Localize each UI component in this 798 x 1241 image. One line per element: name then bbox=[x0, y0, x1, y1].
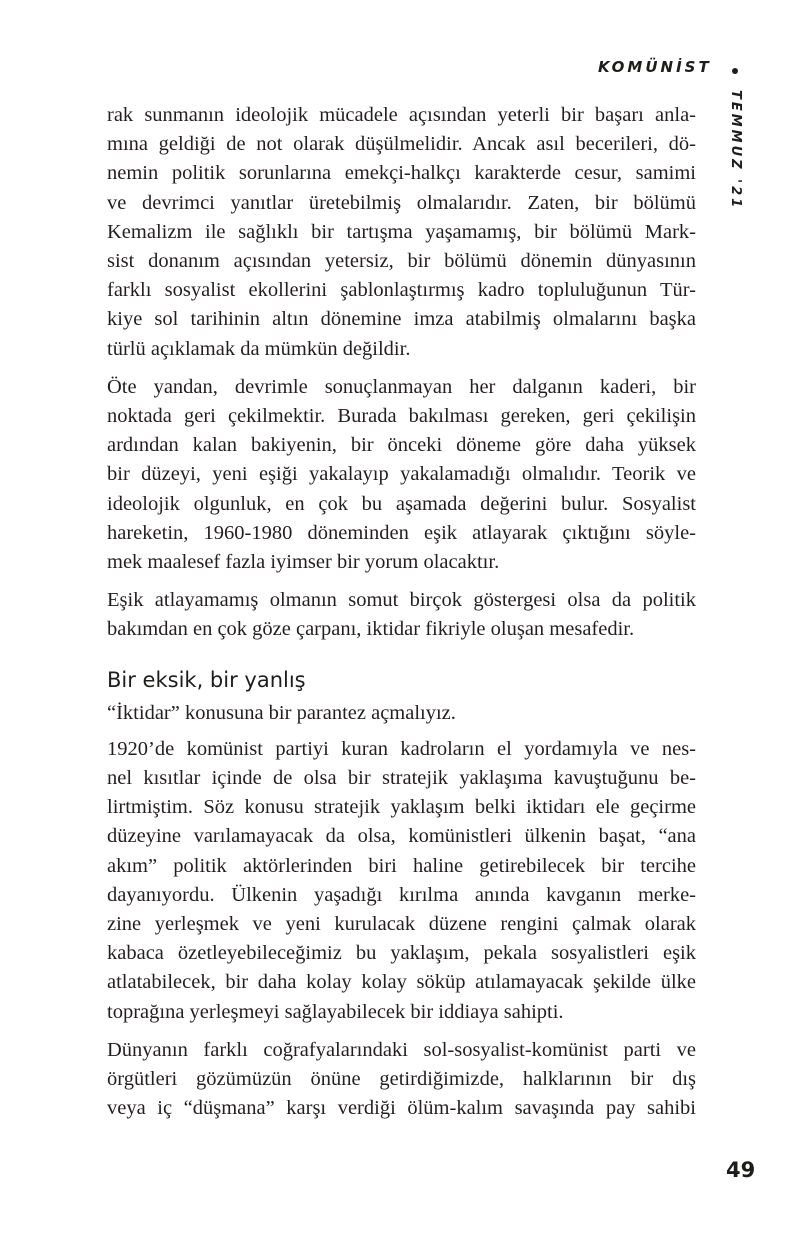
text-line: ardından kalan bakiyenin, bir önceki döneme göre daha yüksek bbox=[107, 434, 696, 457]
paragraph-2 bbox=[107, 373, 696, 577]
text-line: akım” politik aktörlerinden biri haline getirebilecek bir tercihe bbox=[107, 854, 696, 877]
text-line: örgütleri gözümüzün önüne getirdiğimizde, halklarının bir dış bbox=[107, 1068, 696, 1091]
text-line: sist donanım açısından yetersiz, bir bölümü dönemin dünyasının bbox=[107, 250, 696, 273]
text-line: nemin politik sorunlarına emekçi-halkçı karakterde cesur, samimi bbox=[107, 162, 696, 185]
section-paragraph-1 bbox=[107, 699, 696, 728]
text-line: atlatabilecek, bir daha kolay kolay söküp atılamayacak şekilde ülke bbox=[107, 971, 696, 994]
text-line: türlü açıklamak da mümkün değildir. bbox=[107, 337, 411, 360]
paragraph-1 bbox=[107, 101, 696, 364]
text-line: ideolojik olgunluk, en çok bu aşamada değerini bulur. Sosyalist bbox=[107, 492, 696, 515]
text-line: dayanıyordu. Ülkenin yaşadığı kırılma anında kavganın merke- bbox=[107, 883, 696, 906]
paragraph-3 bbox=[107, 586, 696, 644]
text-line: ve devrimci yanıtlar üretebilmiş olmalarıdır. Zaten, bir bölümü bbox=[107, 191, 696, 214]
side-date-label: TEMMUZ '21 bbox=[728, 90, 743, 211]
text-line: toprağına yerleşmeyi sağlayabilecek bir iddiaya sahipti. bbox=[107, 1000, 564, 1023]
text-line: rak sunmanın ideolojik mücadele açısından yeterli bir başarı anla- bbox=[107, 104, 696, 126]
page-body bbox=[107, 101, 696, 1133]
text-line: bir düzeyi, yeni eşiği yakalayıp yakalamadığı olmalıdır. Teorik ve bbox=[107, 463, 696, 486]
section-paragraph-2 bbox=[107, 735, 696, 1027]
text-line: kabaca özetleyebileceğimiz bu yaklaşım, pekala sosyalistleri eşik bbox=[107, 942, 696, 965]
text-line: bakımdan en çok göze çarpanı, iktidar fikriyle oluşan mesafedir. bbox=[107, 618, 635, 641]
text-line: kiye sol tarihinin altın dönemine imza atabilmiş olmalarını başka bbox=[107, 308, 696, 331]
text-line: 1920’de komünist partiyi kuran kadroların el yordamıyla ve nes- bbox=[107, 737, 696, 760]
text-line: veya iç “düşmana” karşı verdiği ölüm-kalım savaşında pay sahibi bbox=[107, 1097, 696, 1120]
section-paragraph-3 bbox=[107, 1036, 696, 1124]
running-head-title: KOMÜNİST bbox=[598, 58, 712, 76]
text-line: mek maalesef fazla iyimser bir yorum olacaktır. bbox=[107, 551, 500, 574]
text-line: farklı sosyalist ekollerini şablonlaştırmış kadro topluluğunun Tür- bbox=[107, 279, 696, 302]
text-line: Öte yandan, devrimle sonuçlanmayan her dalganın kaderi, bir bbox=[107, 375, 696, 398]
text-line: zine yerleşmek ve yeni kurulacak düzene rengini çalmak olarak bbox=[107, 913, 696, 936]
text-line: hareketin, 1960-1980 döneminden eşik atlayarak çıktığını söyle- bbox=[107, 521, 696, 544]
text-line: düzeyine varılamayacak da olsa, komünistleri ülkenin başat, “ana bbox=[107, 825, 696, 848]
text-line: Dünyanın farklı coğrafyalarındaki sol-sosyalist-komünist parti ve bbox=[107, 1038, 696, 1061]
text-line: lirtmiştim. Söz konusu stratejik yaklaşım belki iktidarı ele geçirme bbox=[107, 796, 696, 819]
bullet-dot-icon bbox=[732, 68, 738, 74]
text-line: Eşik atlayamamış olmanın somut birçok göstergesi olsa da politik bbox=[107, 589, 696, 612]
text-line: mına geldiği de not olarak düşülmelidir. Ancak asıl becerileri, dö- bbox=[107, 133, 696, 156]
text-line: noktada geri çekilmektir. Burada bakılması gereken, geri çekilişin bbox=[107, 405, 696, 428]
section-heading: Bir eksik, bir yanlış bbox=[107, 667, 306, 692]
text-line: “İktidar” konusuna bir parantez açmalıyız. bbox=[107, 701, 456, 724]
text-line: nel kısıtlar içinde de olsa bir stratejik yaklaşıma kavuştuğunu be- bbox=[107, 767, 696, 790]
page-number: 49 bbox=[726, 1158, 756, 1182]
text-line: Kemalizm ile sağlıklı bir tartışma yaşamamış, bir bölümü Mark- bbox=[107, 220, 696, 243]
